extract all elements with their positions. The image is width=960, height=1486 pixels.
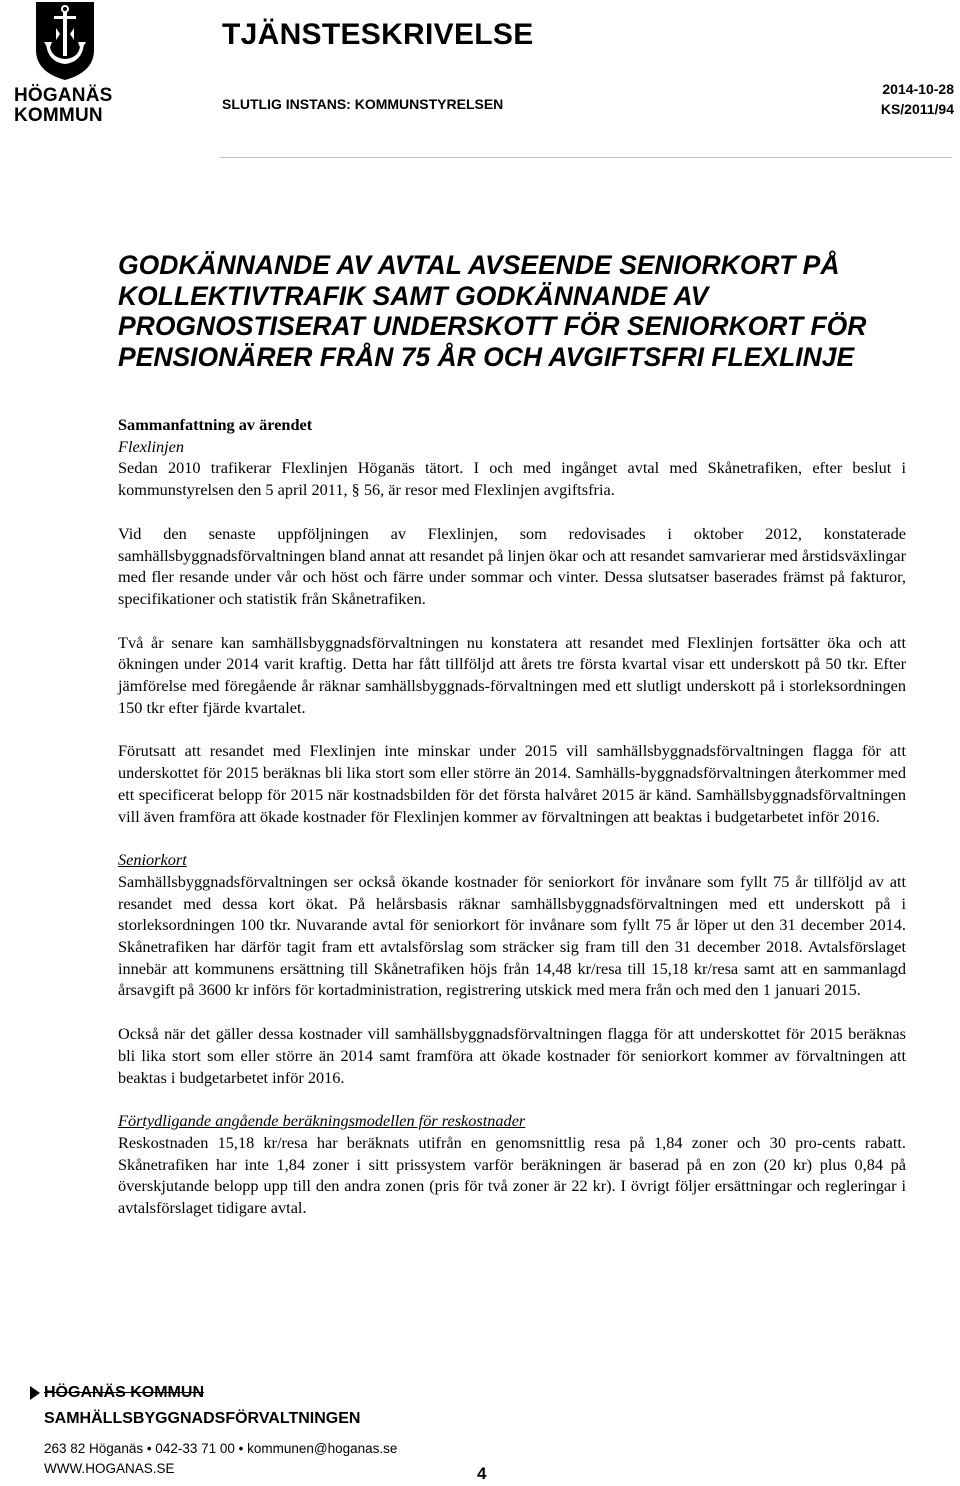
paragraph-7: Reskostnaden 15,18 kr/resa har beräknats utifrån en genomsnittlig resa på 1,84 zoner och 30 pro-cents rabatt. Skånetrafiken har inte 1,84 zoner i sitt prissystem varför beräkningen är baserad på en zon (20 kr) plus 0,84 på överskjutande belopp upp till den andra zonen (pris för två zoner är 22 kr). I övrigt följer ersättningar och regleringar i avtalsförslaget tidigare avtal. bbox=[118, 1132, 906, 1218]
paragraph-1: Sedan 2010 trafikerar Flexlinjen Höganäs tätort. I och med ingånget avtal med Skånetrafiken, efter beslut i kommunstyrelsen den 5 april 2011, § 56, är resor med Flexlinjen avgiftsfria. bbox=[118, 458, 906, 500]
paragraph-2: Vid den senaste uppföljningen av Flexlinjen, som redovisades i oktober 2012, konstaterade samhällsbyggnadsförvaltningen bland annat att resandet på linjen ökar och att resandet samvarierar med årstidsväxlingar med fler resande under vår och höst och färre under sommar och vinter. Dessa slutsatser baserades främst på fakturor, specifikationer och statistik från Skånetrafiken. bbox=[118, 523, 906, 608]
page-number: 4 bbox=[477, 1464, 487, 1483]
document-date: 2014-10-28 bbox=[882, 81, 954, 97]
seniorkort-heading: Seniorkort bbox=[118, 850, 187, 870]
logo-line-2: KOMMUN bbox=[14, 105, 103, 126]
footer-department: SAMHÄLLSBYGGNADSFÖRVALTNINGEN bbox=[44, 1410, 361, 1427]
municipality-logo bbox=[14, 0, 114, 126]
document-body bbox=[118, 414, 906, 1241]
footer-municipality: HÖGANÄS KOMMUN bbox=[44, 1384, 204, 1401]
document-title: GODKÄNNANDE AV AVTAL AVSEENDE SENIORKORT PÅ KOLLEKTIVTRAFIK SAMT GODKÄNNANDE AV PROGNOSTISERAT UNDERSKOTT FÖR SENIORKORT FÖR PENSIONÄRER FRÅN 75 ÅR OCH AVGIFTSFRI FLEXLINJE bbox=[118, 250, 867, 372]
footer-website-link[interactable]: WWW.HOGANAS.SE bbox=[44, 1461, 175, 1476]
paragraph-6: Också när det gäller dessa kostnader vill samhällsbyggnadsförvaltningen flagga för att underskottet för 2015 beräknas bli lika stort som eller större än 2014 samt framföra att ökade kostnader för seniorkort kommer av förvaltningen att beaktas i budgetarbetet inför 2016. bbox=[118, 1024, 906, 1087]
paragraph-5: Samhällsbyggnadsförvaltningen ser också ökande kostnader för seniorkort för invånare som fyllt 75 år tillföljd av att resandet med dessa kort ökat. På helårsbasis räknar samhällsbyggnadsförvaltningen med ett underskott på i storleksordningen 100 tkr. Nuvarande avtal för seniorkort för invånare som fyllt 75 år löper ut den 31 december 2014. Skånetrafiken har därför tagit fram ett avtalsförslag som sträcker sig fram till den 31 december 2018. Avtalsförslaget innebär att kommunens ersättning till Skånetrafiken höjs från 14,48 kr/resa till 15,18 kr/resa samt att en sammanlagd årsavgift på 3600 kr införs för kortadministration, registrering utskick med mera från och med den 1 januari 2015. bbox=[118, 871, 906, 1000]
case-number: KS/2011/94 bbox=[880, 101, 954, 117]
summary-heading: Sammanfattning av ärendet bbox=[118, 415, 313, 434]
final-instance: SLUTLIG INSTANS: KOMMUNSTYRELSEN bbox=[222, 96, 504, 112]
paragraph-4: Förutsatt att resandet med Flexlinjen inte minskar under 2015 vill samhällsbyggnadsförvaltningen flagga för att underskottet för 2015 beräknas bli lika stort som eller större än 2014. Samhälls-byggnadsförvaltningen återkommer med ett specificerat belopp för 2015 när kostnadsbilden för det första halvåret 2015 är känd. Samhällsbyggnadsförvaltningen vill även framföra att ökade kostnader för Flexlinjen kommer av förvaltningen att beaktas i budgetarbetet inför 2016. bbox=[118, 741, 906, 826]
header-divider bbox=[220, 157, 952, 158]
footer-organisation bbox=[44, 1380, 360, 1432]
calculation-heading: Förtydligande angående beräkningsmodellen för reskostnader bbox=[118, 1111, 526, 1131]
footer-address: 263 82 Höganäs • 042-33 71 00 • kommunen@hoganas.se bbox=[44, 1441, 398, 1456]
coat-of-arms-icon bbox=[34, 0, 96, 82]
paragraph-3: Två år senare kan samhällsbyggnadsförvaltningen nu konstatera att resandet med Flexlinjen fortsätter öka och att ökningen under 2014 varit kraftig. Detta har fått tillföljd att årets tre första kvartal visar ett underskott på 50 tkr. Efter jämförelse med föregående år räknar samhällsbyggnads-förvaltningen med ett slutligt underskott på i storleksordningen 150 tkr efter fjärde kvartalet. bbox=[118, 632, 906, 717]
document-meta bbox=[881, 79, 954, 119]
flexlinjen-heading: Flexlinjen bbox=[118, 436, 184, 456]
document-type: TJÄNSTESKRIVELSE bbox=[222, 18, 534, 51]
logo-line-1: HÖGANÄS bbox=[14, 85, 113, 106]
bullet-arrow-icon bbox=[30, 1386, 40, 1400]
